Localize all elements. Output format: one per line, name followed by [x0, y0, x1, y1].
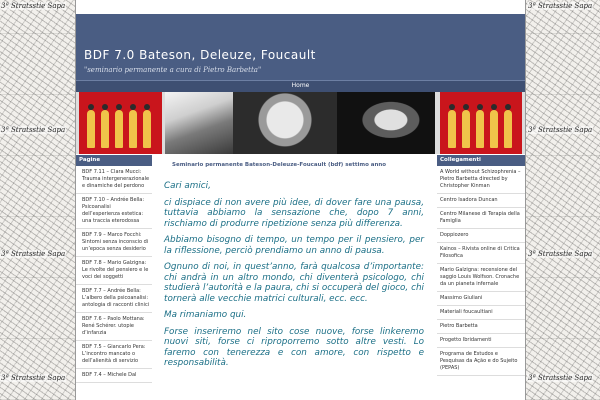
site-subtitle: "seminario permanente a cura di Pietro Barbetta" — [84, 66, 262, 74]
sidebar-pages-heading: Pagine — [76, 155, 152, 166]
sidebar-external-link[interactable]: Mario Galzigna: recensione del saggio Louis Wolfson. Cronache da un pianeta infernale — [437, 264, 525, 292]
sidebar-links-heading: Collegamenti — [437, 155, 525, 166]
sidebar-external-link[interactable]: Progetto Ibridamenti — [437, 334, 525, 348]
sidebar-external-link[interactable]: A World without Schizophrenia – Pietro Barbetta directed by Christopher Kinman — [437, 166, 525, 194]
sidebar-pages — [76, 155, 152, 400]
banner-artwork-left — [79, 92, 162, 154]
background-tile-label: 3ª Stratsstie Sapa — [528, 2, 593, 10]
sidebar-external-link[interactable]: Programa de Estudos e Pesquisas da Ação e do Sujeito (PEPAS) — [437, 348, 525, 376]
background-tile-label: 3ª Stratsstie Sapa — [1, 374, 66, 382]
sidebar-page-link[interactable]: BDF 7.5 – Giancarlo Pera: L’incontro mancato o dell’alienità di servizio — [76, 341, 152, 369]
sidebar-external-link[interactable]: Massimo Giuliani — [437, 292, 525, 306]
banner-photo-foucault — [233, 92, 337, 154]
sidebar-page-link[interactable]: BDF 7.9 – Marco Focchi: Sintomi senza inconscio di un’epoca senza desiderio — [76, 229, 152, 257]
sidebar-links — [437, 155, 525, 400]
background-engraving-left — [0, 0, 76, 400]
site-header — [76, 14, 525, 80]
background-tile-label: 3ª Stratsstie Sapa — [1, 2, 66, 10]
post-paragraph: Abbiamo bisogno di tempo, un tempo per il pensiero, per la riflessione, perciò prendiamo un anno di pausa. — [164, 235, 424, 256]
sidebar-external-link[interactable]: Centro Isadora Duncan — [437, 194, 525, 208]
post-paragraph: Forse inseriremo nel sito cose nuove, forse linkeremo nuovi siti, forse ci riproporremo sotto altre vesti. Lo faremo con tenerezza e con amore, con rispetto e responsabilità. — [164, 326, 424, 368]
sidebar-page-link[interactable]: BDF 7.6 – Paolo Mottana: René Schérer. utopie d’infanzia — [76, 313, 152, 341]
post-paragraph: Ognuno di noi, in quest’anno, farà qualcosa d’importante: chi andrà in un altro mondo, chi diventerà psicologo, chi studierà l’autorità e la paura, chi si occuperà del gioco, chi tornerà alle vecchie matrici culturali, ecc. ecc. — [164, 262, 424, 304]
sidebar-external-link[interactable]: Kainos – Rivista online di Critica Filosofica — [437, 243, 525, 264]
sidebar-page-link[interactable]: BDF 7.4 – Michele Dal — [76, 369, 152, 383]
post-meta[interactable]: Seminario permanente Bateson-Deleuze-Foucault (bdf) settimo anno — [172, 162, 387, 168]
header-banner — [76, 92, 525, 154]
post-body — [158, 181, 430, 369]
nav-home-link[interactable]: Home — [291, 82, 310, 89]
sidebar-page-link[interactable]: BDF 7.10 – Andrée Bella: Psicoanalisi dell’esperienza estetica: una traccia eterodossa — [76, 194, 152, 229]
post-paragraph: Ma rimaniamo qui. — [164, 310, 247, 320]
site-title[interactable]: BDF 7.0 Bateson, Deleuze, Foucault — [84, 48, 316, 62]
sidebar-page-link[interactable]: BDF 7.11 – Clara Mucci: Trauma intergenerazionale e dinamiche del perdono — [76, 166, 152, 194]
banner-photo-bateson — [165, 92, 233, 154]
sidebar-page-link[interactable]: BDF 7.7 – Andrée Bella: L’albero della psicoanalisi: antologia di racconti clinici — [76, 285, 152, 313]
banner-photo-deleuze — [337, 92, 435, 154]
post-paragraph: ci dispiace di non avere più idee, di dover fare una pausa, tuttavia abbiamo la sensazione che, dopo 7 anni, rischiamo di produrre ripetizione senza più differenza. — [164, 197, 424, 229]
page-container — [76, 0, 525, 400]
background-engraving-right — [525, 0, 600, 400]
nav-bar — [76, 80, 525, 92]
post-greeting: Cari amici, — [164, 181, 211, 191]
sidebar-external-link[interactable]: Doppiozero — [437, 229, 525, 243]
background-tile-label: 3ª Stratsstie Sapa — [1, 250, 66, 258]
background-tile-label: 3ª Stratsstie Sapa — [528, 126, 593, 134]
sidebar-external-link[interactable]: Centro Milanese di Terapia della Famiglia — [437, 208, 525, 229]
background-tile-label: 3ª Stratsstie Sapa — [1, 126, 66, 134]
sidebar-external-link[interactable]: Pietro Barbetta — [437, 320, 525, 334]
sidebar-page-link[interactable]: BDF 7.8 – Mario Galzigna: Le rivolte del pensiero e le voci dei soggetti — [76, 257, 152, 285]
background-tile-label: 3ª Stratsstie Sapa — [528, 250, 593, 258]
background-tile-label: 3ª Stratsstie Sapa — [528, 374, 593, 382]
banner-artwork-right — [440, 92, 522, 154]
sidebar-external-link[interactable]: Materiali foucaultiani — [437, 306, 525, 320]
main-content — [158, 155, 430, 400]
